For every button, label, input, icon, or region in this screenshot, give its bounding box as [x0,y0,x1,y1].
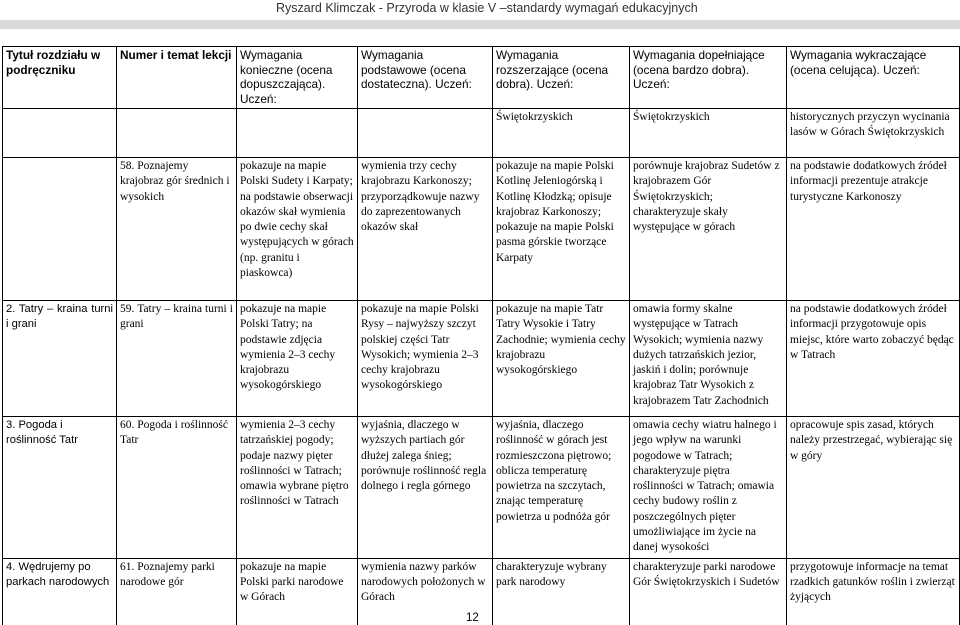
cell-dopelniajace: charakteryzuje parki narodowe Gór Świętokrzyskich i Sudetów [630,558,787,625]
cell-dopelniajace: porównuje krajobraz Sudetów z krajobrazem Gór Świętokrzyskich; charakteryzuje skały występujące w górach [630,158,787,301]
requirements-table [2,46,960,625]
cell-dopelniajace: omawia cechy wiatru halnego i jego wpływ na warunki pogodowe w Tatrach; charakteryzuje piętra roślinności w Tatrach; omawia cechy budowy roślin z poszczególnych pięter umożliwiające im życie na danej wysokości [630,417,787,559]
cell-konieczne: pokazuje na mapie Polski Tatry; na podstawie zdjęcia wymienia 2–3 cechy krajobrazu wysokogórskiego [237,301,358,417]
cell-wykraczajace: opracowuje spis zasad, których należy przestrzegać, wybierając się w góry [787,417,960,559]
cell-podstawowe: pokazuje na mapie Polski Rysy – najwyższy szczyt polskiej części Tatr Wysokich; wymienia 2–3 cechy krajobrazu wysokogórskiego [358,301,493,417]
running-title: Ryszard Klimczak - Przyroda w klasie V –standardy wymagań edukacyjnych [276,1,698,15]
table-header-row [3,47,960,109]
table-row [3,158,960,301]
col-header-podstawowe: Wymagania podstawowe (ocena dostateczna). Uczeń: [358,47,493,109]
header-rule [0,20,960,29]
cont-cell-lesson [117,109,237,158]
cell-lesson: 59. Tatry – kraina turni i grani [117,301,237,417]
table-row [3,417,960,559]
page-header [0,0,960,30]
col-header-rozszerzajace: Wymagania rozszerzające (ocena dobra). Uczeń: [493,47,630,109]
col-header-konieczne: Wymagania konieczne (ocena dopuszczająca). Uczeń: [237,47,358,109]
cell-rozszerzajace: charakteryzuje wybrany park narodowy [493,558,630,625]
page-number: 12 [466,612,479,624]
col-header-wykraczajace: Wymagania wykraczające (ocena celująca). Uczeń: [787,47,960,109]
col-header-dopelniajace: Wymagania dopełniające (ocena bardzo dobra). Uczeń: [630,47,787,109]
continuation-row [3,109,960,158]
col-header-chapter: Tytuł rozdziału w podręczniku [3,47,117,109]
cell-podstawowe: wymienia nazwy parków narodowych położonych w Górach [358,558,493,625]
cell-rozszerzajace: wyjaśnia, dlaczego roślinność w górach jest rozmieszczona piętrowo; oblicza temperaturę powietrza na szczytach, znając temperaturę powietrza u podnóża gór [493,417,630,559]
cell-rozszerzajace: pokazuje na mapie Polski Kotlinę Jeleniogórską i Kotlinę Kłodzką; opisuje krajobraz Karkonoszy; pokazuje na mapie Polski pasma górskie tworzące Karpaty [493,158,630,301]
cont-cell-chapter [3,109,117,158]
cell-wykraczajace: przygotowuje informacje na temat rzadkich gatunków roślin i zwierząt żyjących [787,558,960,625]
cell-chapter: 3. Pogoda i roślinność Tatr [3,417,117,559]
cell-konieczne: pokazuje na mapie Polski Sudety i Karpaty; na podstawie obserwacji okazów skał wymienia po dwie cechy skał występujących w górach (np. granitu i piaskowca) [237,158,358,301]
cell-lesson: 58. Poznajemy krajobraz gór średnich i wysokich [117,158,237,301]
cont-cell-wykraczajace: historycznych przyczyn wycinania lasów w Górach Świętokrzyskich [787,109,960,158]
cell-lesson: 60. Pogoda i roślinność Tatr [117,417,237,559]
col-header-lesson: Numer i temat lekcji [117,47,237,109]
cell-konieczne: wymienia 2–3 cechy tatrzańskiej pogody; podaje nazwy pięter roślinności w Tatrach; omawia wybrane piętro roślinności w Tatrach [237,417,358,559]
cell-chapter: 2. Tatry – kraina turni i grani [3,301,117,417]
cell-wykraczajace: na podstawie dodatkowych źródeł informacji prezentuje atrakcje turystyczne Karkonoszy [787,158,960,301]
cell-chapter [3,158,117,301]
cont-cell-rozszerzajace: Świętokrzyskich [493,109,630,158]
cont-cell-dopelniajace: Świętokrzyskich [630,109,787,158]
cell-podstawowe: wymienia trzy cechy krajobrazu Karkonoszy; przyporządkowuje nazwy do zaprezentowanych okazów skał [358,158,493,301]
cell-dopelniajace: omawia formy skalne występujące w Tatrach Wysokich; wymienia nazwy dużych tatrzańskich jezior, jaskiń i dolin; porównuje krajobraz Tatr Wysokich z krajobrazem Tatr Zachodnich [630,301,787,417]
cell-rozszerzajace: pokazuje na mapie Tatr Tatry Wysokie i Tatry Zachodnie; wymienia cechy krajobrazu wysokogórskiego [493,301,630,417]
cell-wykraczajace: na podstawie dodatkowych źródeł informacji przygotowuje opis miejsc, które warto zobaczyć będąc w Tatrach [787,301,960,417]
cont-cell-konieczne [237,109,358,158]
table-row [3,558,960,625]
cont-cell-podstawowe [358,109,493,158]
cell-chapter: 4. Wędrujemy po parkach narodowych [3,558,117,625]
table-row [3,301,960,417]
cell-lesson: 61. Poznajemy parki narodowe gór [117,558,237,625]
cell-podstawowe: wyjaśnia, dlaczego w wyższych partiach gór dłużej zalega śnieg; porównuje roślinność regla dolnego i regla górnego [358,417,493,559]
cell-konieczne: pokazuje na mapie Polski parki narodowe w Górach [237,558,358,625]
